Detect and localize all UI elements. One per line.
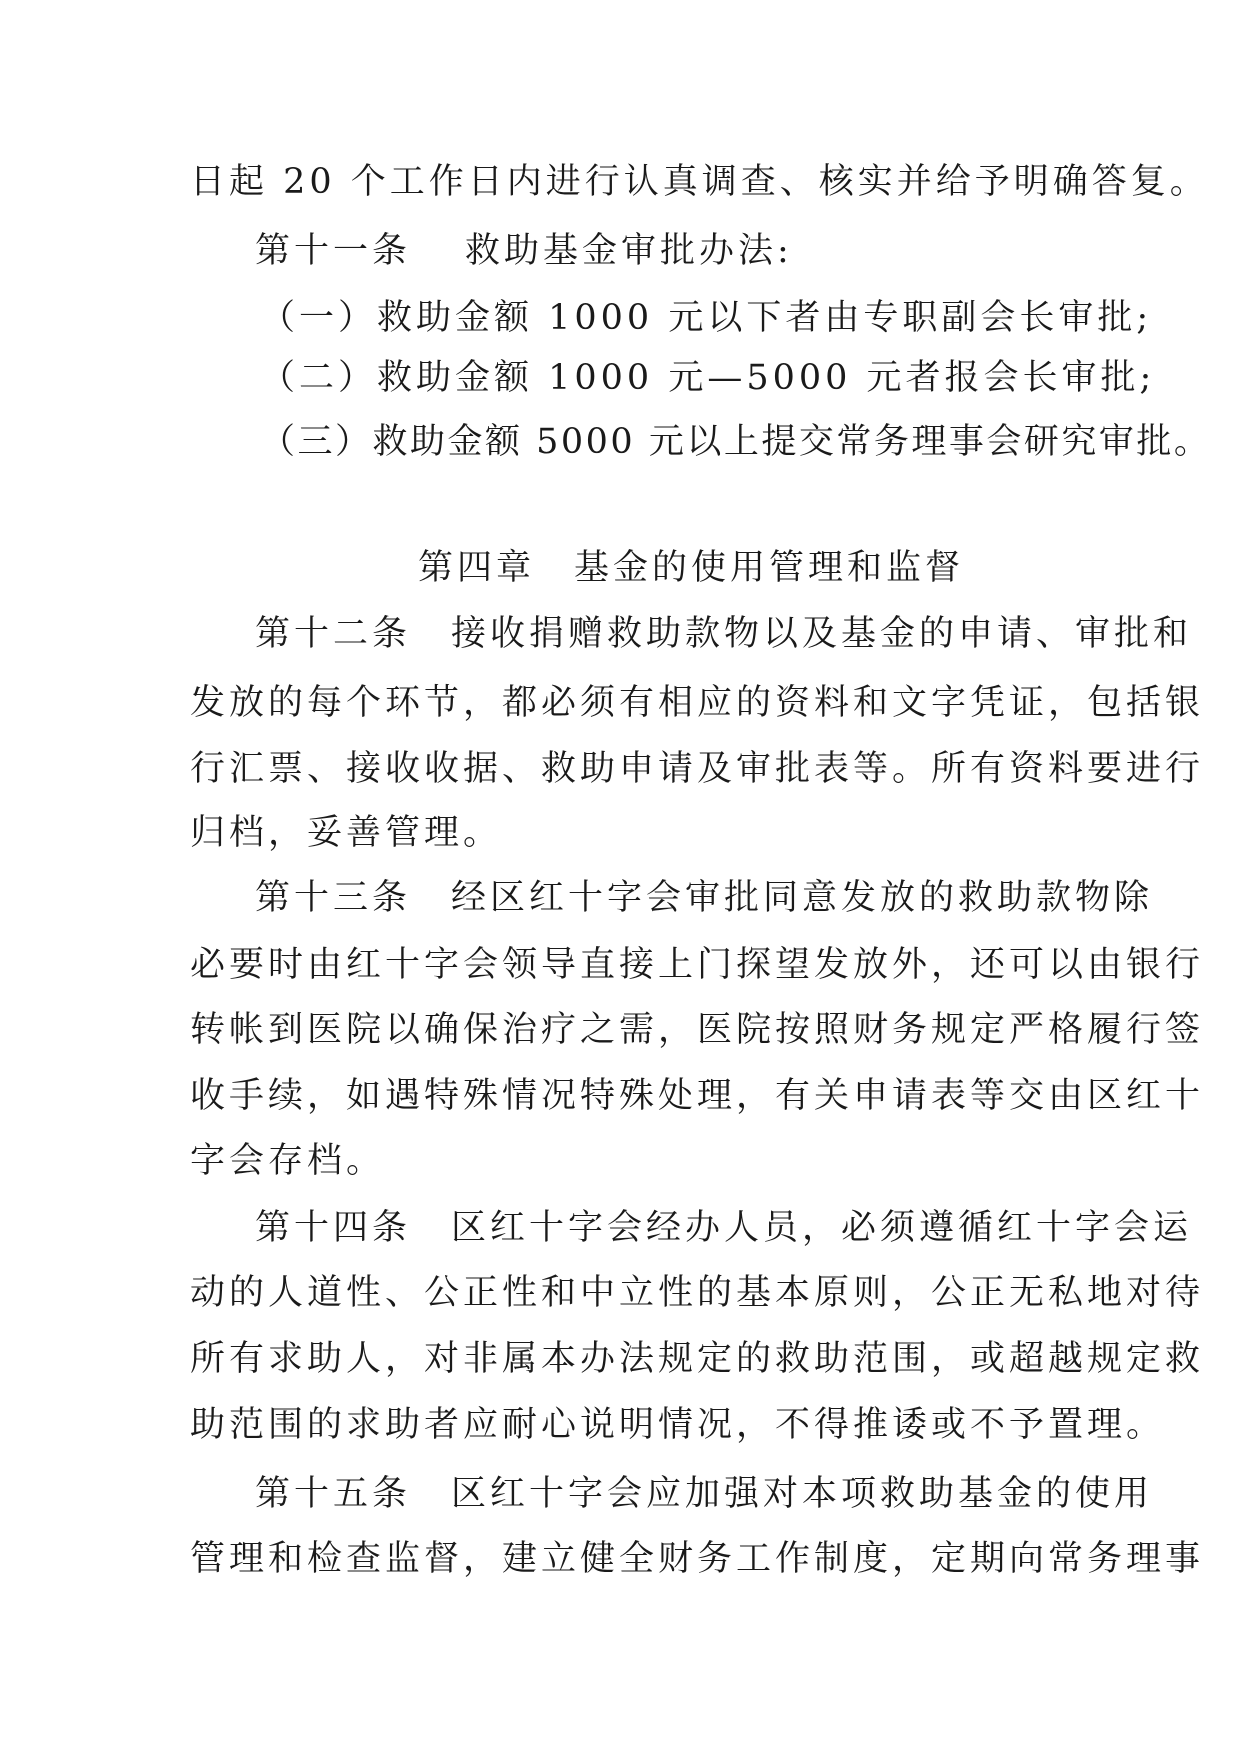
article-13-line <box>190 1074 1204 1118</box>
article-13-text: 字会存档。 <box>190 1141 386 1181</box>
continuation-text: 日起 20 个工作日内进行认真调查、核实并给予明确答复。 <box>190 162 1209 202</box>
article-13-text: 转帐到医院以确保治疗之需，医院按照财务规定严格履行签 <box>190 1010 1205 1050</box>
article-11-title: 救助基金审批办法: <box>465 231 793 271</box>
article-12-line <box>190 681 1204 725</box>
article-13-line <box>190 943 1204 987</box>
article-11-item <box>260 420 1211 464</box>
article-13-line <box>190 1008 1204 1052</box>
article-12-first-line <box>255 612 1192 656</box>
article-15-label: 第十五条 <box>255 1474 412 1514</box>
article-14-line <box>190 1337 1204 1381</box>
article-13-first-line <box>255 876 1153 920</box>
article-12-text: 发放的每个环节，都必须有相应的资料和文字凭证，包括银 <box>190 683 1205 723</box>
article-11-item-text: （三）救助金额 5000 元以上提交常务理事会研究审批。 <box>260 422 1212 462</box>
article-11-item <box>260 356 1155 400</box>
article-14-text: 动的人道性、公正性和中立性的基本原则，公正无私地对待 <box>190 1273 1205 1313</box>
article-15-text: 区红十字会应加强对本项救助基金的使用 <box>451 1474 1154 1514</box>
article-14-first-line <box>255 1206 1192 1250</box>
article-12-label: 第十二条 <box>255 614 412 654</box>
article-11-item-text: （二）救助金额 1000 元—5000 元者报会长审批; <box>260 358 1156 398</box>
article-14-text: 区红十字会经办人员，必须遵循红十字会运 <box>451 1208 1193 1248</box>
article-15-text: 管理和检查监督，建立健全财务工作制度，定期向常务理事 <box>190 1539 1205 1579</box>
article-13-text: 收手续，如遇特殊情况特殊处理，有关申请表等交由区红十 <box>190 1076 1205 1116</box>
article-11-item-text: （一）救助金额 1000 元以下者由专职副会长审批; <box>260 298 1153 338</box>
article-12-text: 接收捐赠救助款物以及基金的申请、审批和 <box>451 614 1193 654</box>
article-13-label: 第十三条 <box>255 878 412 918</box>
article-12-text: 行汇票、接收收据、救助申请及审批表等。所有资料要进行 <box>190 749 1205 789</box>
chapter-title <box>418 546 964 590</box>
article-13-text: 经区红十字会审批同意发放的救助款物除 <box>451 878 1154 918</box>
article-15-first-line <box>255 1472 1153 1516</box>
chapter-title-text: 第四章 基金的使用管理和监督 <box>418 548 965 588</box>
article-12-line <box>190 811 502 855</box>
article-11-item <box>260 296 1152 340</box>
article-14-line <box>190 1271 1204 1315</box>
article-14-label: 第十四条 <box>255 1208 412 1248</box>
article-15-line <box>190 1537 1204 1581</box>
article-14-text: 助范围的求助者应耐心说明情况，不得推诿或不予置理。 <box>190 1405 1166 1445</box>
article-14-line <box>190 1403 1165 1447</box>
article-13-text: 必要时由红十字会领导直接上门探望发放外，还可以由银行 <box>190 945 1205 985</box>
article-11-label: 第十一条 <box>255 231 412 271</box>
article-11-heading <box>255 229 793 273</box>
article-14-text: 所有求助人，对非属本办法规定的救助范围，或超越规定救 <box>190 1339 1205 1379</box>
article-12-line <box>190 747 1204 791</box>
continuation-line <box>190 160 1209 204</box>
article-12-text: 归档，妥善管理。 <box>190 813 503 853</box>
article-13-line <box>190 1139 385 1183</box>
